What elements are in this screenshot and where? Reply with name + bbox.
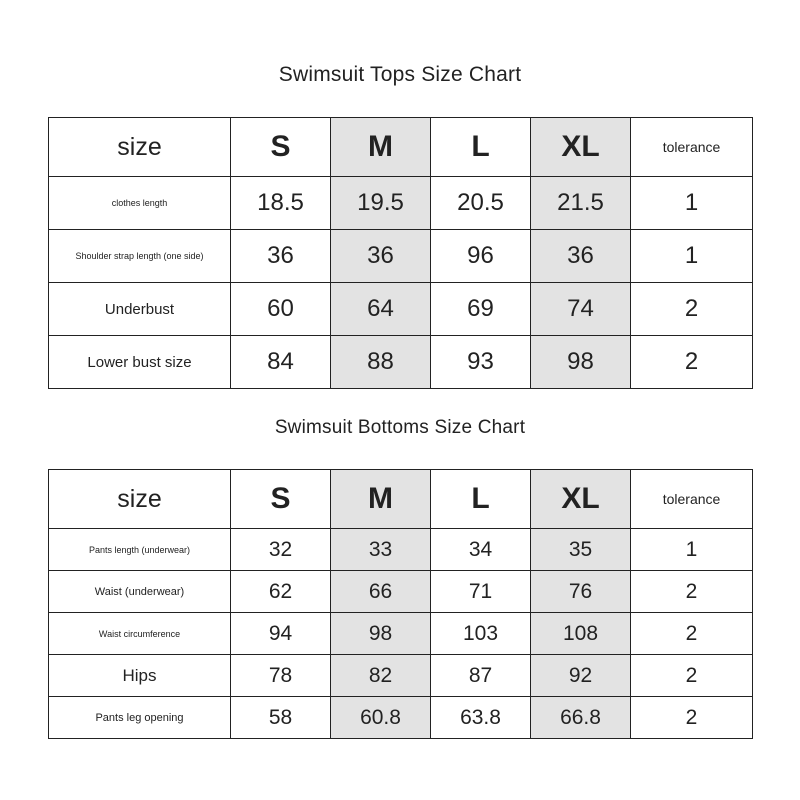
table-row — [49, 655, 753, 697]
row-label: Shoulder strap length (one side) — [49, 230, 231, 283]
value-xl: 76 — [531, 571, 631, 613]
value-s: 78 — [231, 655, 331, 697]
row-label: Waist (underwear) — [49, 571, 231, 613]
size-header-label: size — [49, 118, 231, 177]
tolerance-value: 2 — [631, 613, 753, 655]
value-s: 58 — [231, 697, 331, 739]
value-m: 66 — [331, 571, 431, 613]
table-row — [49, 230, 753, 283]
value-m: 98 — [331, 613, 431, 655]
size-header-xl: XL — [531, 118, 631, 177]
value-l: 63.8 — [431, 697, 531, 739]
row-label: Underbust — [49, 283, 231, 336]
value-m: 82 — [331, 655, 431, 697]
size-header-s: S — [231, 470, 331, 529]
size-header-xl: XL — [531, 470, 631, 529]
tolerance-value: 2 — [631, 697, 753, 739]
table-row — [49, 336, 753, 389]
value-xl: 35 — [531, 529, 631, 571]
value-xl: 36 — [531, 230, 631, 283]
bottoms-chart-title: Swimsuit Bottoms Size Chart — [274, 417, 526, 438]
tolerance-value: 2 — [631, 336, 753, 389]
value-l: 69 — [431, 283, 531, 336]
tolerance-header: tolerance — [631, 118, 753, 177]
table-row — [49, 283, 753, 336]
tolerance-value: 1 — [631, 177, 753, 230]
row-label: Lower bust size — [49, 336, 231, 389]
value-s: 60 — [231, 283, 331, 336]
size-header-l: L — [431, 118, 531, 177]
tolerance-value: 1 — [631, 230, 753, 283]
value-xl: 66.8 — [531, 697, 631, 739]
table-row — [49, 697, 753, 739]
value-m: 36 — [331, 230, 431, 283]
tolerance-value: 2 — [631, 655, 753, 697]
tolerance-value: 2 — [631, 571, 753, 613]
table-header-row — [49, 118, 753, 177]
row-label: Pants leg opening — [49, 697, 231, 739]
value-l: 96 — [431, 230, 531, 283]
value-s: 36 — [231, 230, 331, 283]
value-xl: 108 — [531, 613, 631, 655]
table-row — [49, 529, 753, 571]
value-m: 33 — [331, 529, 431, 571]
value-s: 84 — [231, 336, 331, 389]
tolerance-header: tolerance — [631, 470, 753, 529]
tops-chart-title: Swimsuit Tops Size Chart — [278, 63, 522, 86]
value-s: 18.5 — [231, 177, 331, 230]
row-label: clothes length — [49, 177, 231, 230]
row-label: Waist circumference — [49, 613, 231, 655]
value-s: 94 — [231, 613, 331, 655]
bottoms-size-table — [48, 469, 753, 739]
tops-size-table — [48, 117, 753, 389]
value-l: 103 — [431, 613, 531, 655]
tolerance-value: 2 — [631, 283, 753, 336]
row-label: Pants length (underwear) — [49, 529, 231, 571]
value-l: 87 — [431, 655, 531, 697]
value-m: 60.8 — [331, 697, 431, 739]
value-m: 19.5 — [331, 177, 431, 230]
tolerance-value: 1 — [631, 529, 753, 571]
row-label: Hips — [49, 655, 231, 697]
table-row — [49, 177, 753, 230]
value-xl: 21.5 — [531, 177, 631, 230]
size-header-s: S — [231, 118, 331, 177]
value-m: 88 — [331, 336, 431, 389]
value-l: 71 — [431, 571, 531, 613]
size-header-m: M — [331, 470, 431, 529]
value-l: 20.5 — [431, 177, 531, 230]
value-l: 34 — [431, 529, 531, 571]
value-xl: 92 — [531, 655, 631, 697]
size-header-label: size — [49, 470, 231, 529]
size-header-m: M — [331, 118, 431, 177]
value-m: 64 — [331, 283, 431, 336]
table-row — [49, 613, 753, 655]
value-s: 32 — [231, 529, 331, 571]
value-s: 62 — [231, 571, 331, 613]
table-row — [49, 571, 753, 613]
value-l: 93 — [431, 336, 531, 389]
value-xl: 74 — [531, 283, 631, 336]
value-xl: 98 — [531, 336, 631, 389]
table-header-row — [49, 470, 753, 529]
size-header-l: L — [431, 470, 531, 529]
